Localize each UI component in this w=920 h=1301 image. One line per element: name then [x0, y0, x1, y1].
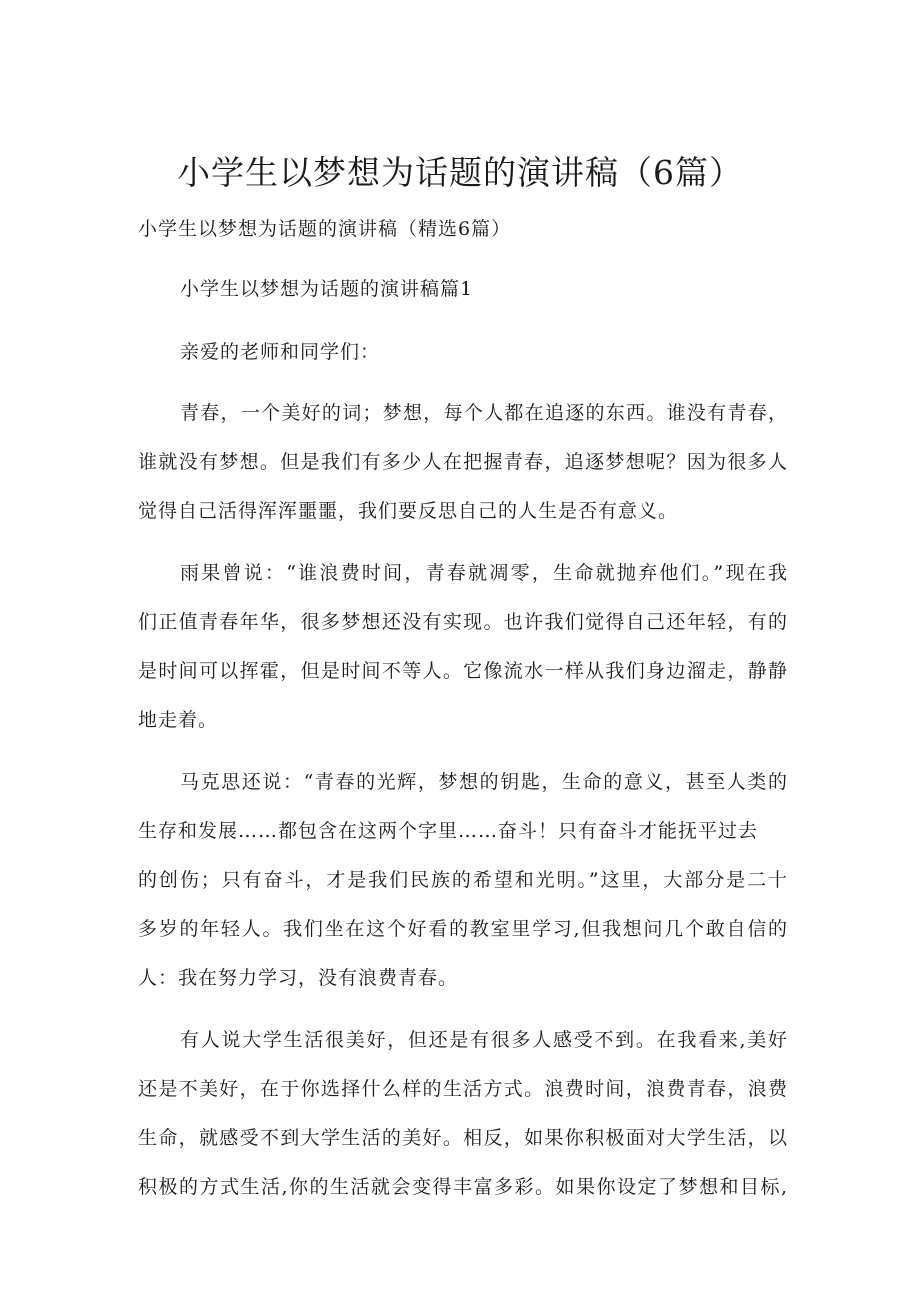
paragraph-line: 青春，一个美好的词；梦想，每个人都在追逐的东西。谁没有青春， [180, 402, 788, 424]
paragraph-4 [138, 1016, 788, 1212]
paragraph-line: 们正值青春年华，很多梦想还没有实现。也许我们觉得自己还年轻，有的 [138, 611, 788, 633]
paragraph-line: 生存和发展……都包含在这两个字里……奋斗！只有奋斗才能抚平过去 [138, 820, 759, 842]
paragraph-line: 的创伤；只有奋斗，才是我们民族的希望和光明。”这里，大部分是二十 [138, 869, 788, 891]
paragraph-line: 人：我在努力学习，没有浪费青春。 [138, 967, 459, 989]
paragraph-line: 是时间可以挥霍，但是时间不等人。它像流水一样从我们身边溜走，静静 [138, 660, 788, 682]
paragraph-2 [138, 549, 788, 745]
paragraph-line: 积极的方式生活,你的生活就会变得丰富多彩。如果你设定了梦想和目标, [138, 1176, 788, 1198]
paragraph-line: 还是不美好，在于你选择什么样的生活方式。浪费时间，浪费青春，浪费 [138, 1078, 788, 1100]
section-heading: 小学生以梦想为话题的演讲稿篇1 [180, 278, 474, 300]
paragraph-line: 雨果曾说：“谁浪费时间，青春就凋零，生命就抛弃他们。”现在我 [180, 562, 788, 584]
paragraph-line: 马克思还说：“青春的光辉，梦想的钥匙，生命的意义，甚至人类的 [180, 771, 788, 793]
paragraph-line: 生命，就感受不到大学生活的美好。相反，如果你积极面对大学生活，以 [138, 1127, 788, 1149]
paragraph-line: 有人说大学生活很美好，但还是有很多人感受不到。在我看来,美好 [180, 1029, 788, 1051]
greeting: 亲爱的老师和同学们： [180, 341, 381, 363]
document-title: 小学生以梦想为话题的演讲稿（6篇） [177, 153, 743, 192]
paragraph-line: 地走着。 [138, 709, 219, 731]
paragraph-line: 多岁的年轻人。我们坐在这个好看的教室里学习,但我想问几个敢自信的 [138, 918, 788, 940]
paragraph-3 [138, 758, 788, 1003]
paragraph-1 [138, 389, 788, 536]
paragraph-line: 谁就没有梦想。但是我们有多少人在把握青春，追逐梦想呢？因为很多人 [138, 451, 788, 473]
paragraph-line: 觉得自己活得浑浑噩噩，我们要反思自己的人生是否有意义。 [138, 500, 679, 522]
document-subtitle: 小学生以梦想为话题的演讲稿（精选6篇） [138, 218, 512, 240]
